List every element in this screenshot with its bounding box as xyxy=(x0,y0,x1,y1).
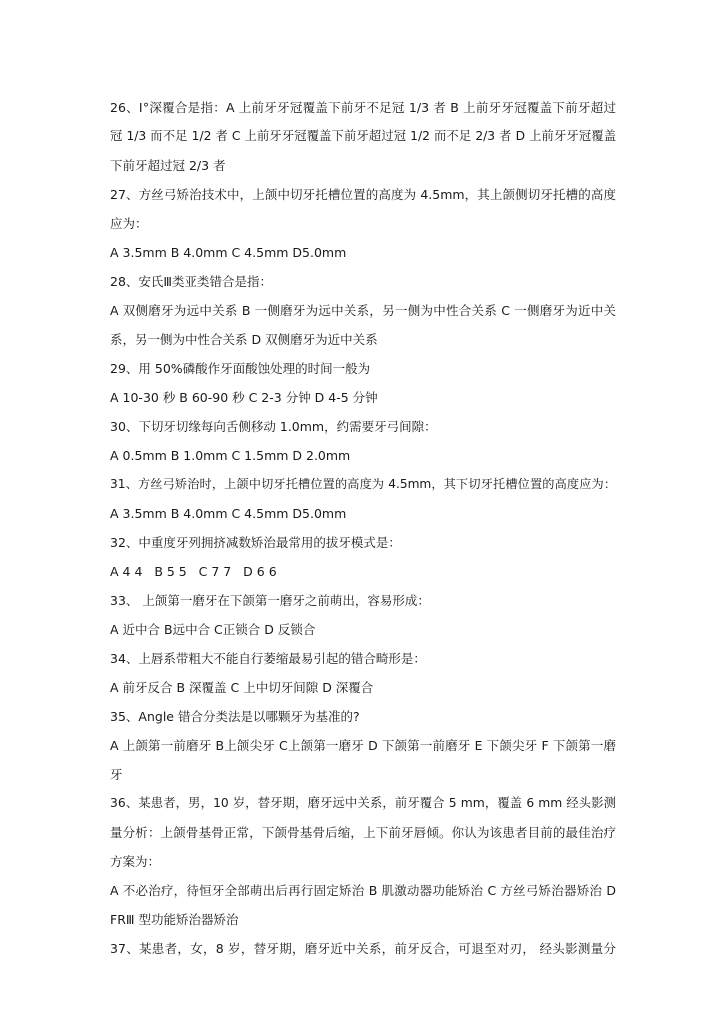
q33-stem: 33、 上颌第一磨牙在下颌第一磨牙之前萌出，容易形成： xyxy=(110,593,430,608)
q35-options-line-2: 牙 xyxy=(110,767,123,782)
q34-options: A 前牙反合 B 深覆盖 C 上中切牙间隙 D 深覆合 xyxy=(110,680,374,695)
q36-options-line-2: FRⅢ 型功能矫治器矫治 xyxy=(110,912,239,927)
q30-stem: 30、下切牙切缘每向舌侧移动 1.0mm，约需要牙弓间隙： xyxy=(110,419,437,434)
q27-line-1: 27、方丝弓矫治技术中，上颌中切牙托槽位置的高度为 4.5mm，其上颌侧切牙托槽的高度 xyxy=(110,187,616,202)
q34-stem: 34、上唇系带粗大不能自行萎缩最易引起的错合畸形是： xyxy=(110,651,426,666)
q26-line-3: 下前牙超过冠 2/3 者 xyxy=(110,158,226,173)
q36-line-2: 量分析：上颌骨基骨正常，下颌骨基骨后缩，上下前牙唇倾。你认为该患者目前的最佳治疗 xyxy=(110,825,616,840)
q29-options: A 10-30 秒 B 60-90 秒 C 2-3 分钟 D 4-5 分钟 xyxy=(110,390,378,405)
q29-stem: 29、用 50%磷酸作牙面酸蚀处理的时间一般为 xyxy=(110,361,371,376)
q31-options: A 3.5mm B 4.0mm C 4.5mm D5.0mm xyxy=(110,506,347,521)
question-text-block xyxy=(110,93,616,963)
q27-line-2: 应为： xyxy=(110,216,148,231)
q28-options-line-1: A 双侧磨牙为远中关系 B 一侧磨牙为远中关系，另一侧为中性合关系 C 一侧磨牙为近中关 xyxy=(110,303,616,318)
q27-options: A 3.5mm B 4.0mm C 4.5mm D5.0mm xyxy=(110,245,347,260)
q30-options: A 0.5mm B 1.0mm C 1.5mm D 2.0mm xyxy=(110,448,351,463)
q26-line-1: 26、Ⅰ°深覆合是指：A 上前牙牙冠覆盖下前牙不足冠 1/3 者 B 上前牙牙冠覆盖下前牙超过 xyxy=(110,100,616,115)
q37-line-1: 37、某患者，女，8 岁，替牙期，磨牙近中关系，前牙反合，可退至对刃， 经头影测量分 xyxy=(110,941,616,956)
q31-stem: 31、方丝弓矫治时，上颌中切牙托槽位置的高度为 4.5mm，其下切牙托槽位置的高度应为： xyxy=(110,477,616,491)
q33-options: A 近中合 B远中合 C正锁合 D 反锁合 xyxy=(110,622,316,637)
q36-line-3: 方案为： xyxy=(110,854,161,869)
q35-options-line-1: A 上颌第一前磨牙 B上颌尖牙 C上颌第一磨牙 D 下颌第一前磨牙 E 下颌尖牙 F 下颌第一磨 xyxy=(110,738,616,753)
q32-stem: 32、中重度牙列拥挤减数矫治最常用的拔牙模式是： xyxy=(110,535,401,550)
q35-stem: 35、Angle 错合分类法是以哪颗牙为基准的? xyxy=(110,709,360,724)
q26-line-2: 冠 1/3 而不足 1/2 者 C 上前牙牙冠覆盖下前牙超过冠 1/2 而不足 2/3 者 D 上前牙牙冠覆盖 xyxy=(110,129,616,143)
q28-options-line-2: 系，另一侧为中性合关系 D 双侧磨牙为近中关系 xyxy=(110,332,378,347)
q32-options: A 4 4 B 5 5 C 7 7 D 6 6 xyxy=(110,564,277,579)
q28-stem: 28、安氏Ⅲ类亚类错合是指： xyxy=(110,274,273,289)
q36-options-line-1: A 不必治疗，待恒牙全部萌出后再行固定矫治 B 肌激动器功能矫治 C 方丝弓矫治器矫治 D xyxy=(110,883,616,898)
q36-line-1: 36、某患者，男，10 岁，替牙期，磨牙远中关系，前牙覆合 5 mm，覆盖 6 mm 经头影测 xyxy=(110,796,616,810)
